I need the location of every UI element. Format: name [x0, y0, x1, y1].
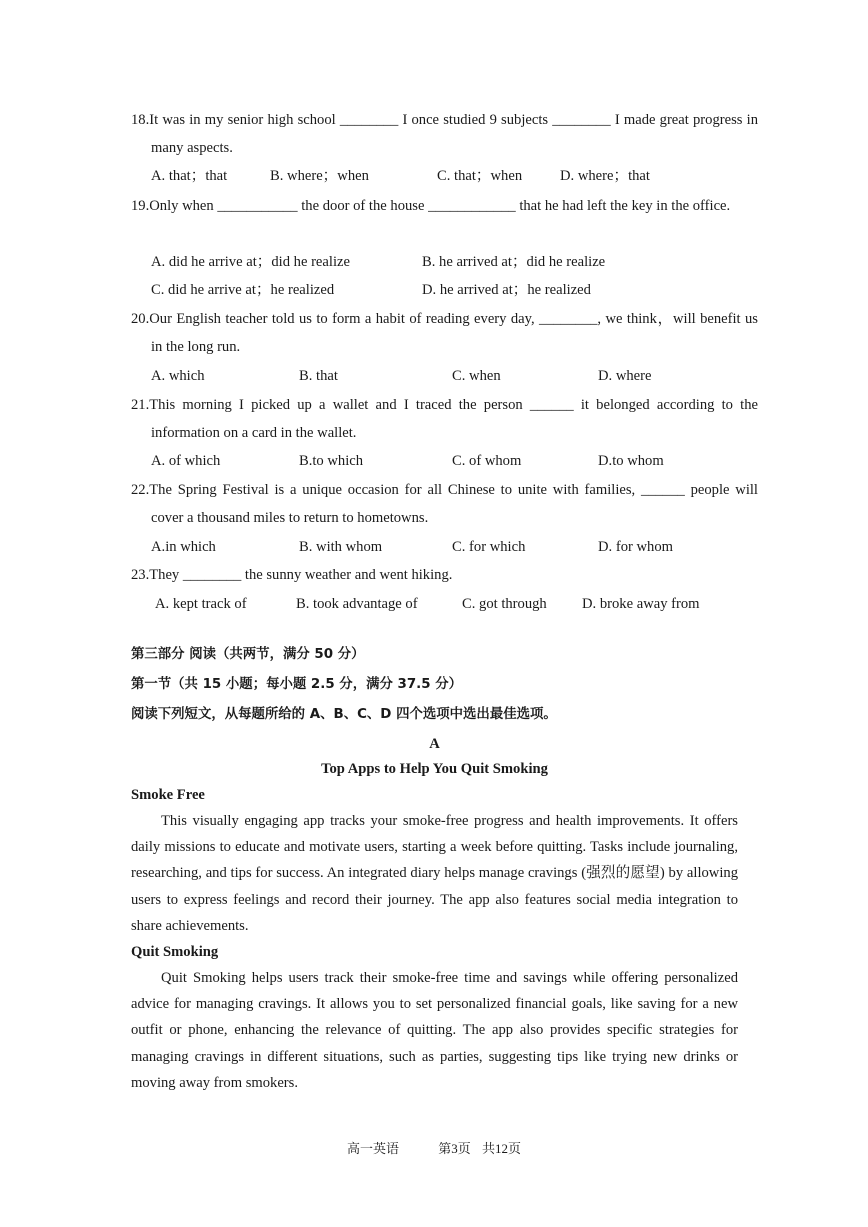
app-name-smoke-free: Smoke Free	[131, 787, 205, 803]
question-23-stem: 23.They ________ the sunny weather and went hiking.	[131, 567, 453, 583]
app-description-smoke-free: This visually engaging app tracks your smoke-free progress and health improvements. It offers daily missions to educate and motivate users, starting a week before quitting. Tasks include journaling, researching, and tips for success. An integrated diary helps manage cravings (强烈的愿望) by allowing users to express feelings and record their journey. The app also features social media integration to share achievements.	[131, 813, 738, 934]
option-b: B. took advantage of	[296, 596, 418, 612]
section-title: 第一节（共 15 小题；每小题 2.5 分，满分 37.5 分）	[131, 677, 463, 692]
option-d: D. where	[598, 368, 652, 384]
question-22-options	[151, 533, 741, 561]
question-19-stem: 19.Only when ___________ the door of the house ____________ that he had left the key in the office.	[131, 198, 731, 214]
option-a: A. which	[151, 368, 205, 384]
passage-title: Top Apps to Help You Quit Smoking	[321, 761, 548, 777]
option-a: A. that；that	[151, 168, 228, 184]
app-description-quit-smoking: Quit Smoking helps users track their smoke-free time and savings while offering personalized advice for managing cravings. It allows you to set personalized financial goals, like saving for a new outfit or phone, enhancing the relevance of quitting. The app also provides specific strategies for managing cravings in different situations, such as parties, suggesting tips like trying new drinks or moving away from smokers.	[131, 970, 738, 1091]
option-b: B. with whom	[299, 539, 383, 555]
page-footer	[0, 1138, 868, 1157]
option-d: D. where；that	[560, 168, 650, 184]
question-20-options	[151, 362, 741, 390]
option-a: A.in which	[151, 539, 216, 555]
footer-total-pages: 共12页	[482, 1141, 522, 1156]
option-a: A. kept track of	[155, 596, 247, 612]
question-18-options	[151, 162, 741, 190]
part-title: 第三部分 阅读（共两节，满分 50 分）	[131, 647, 365, 662]
option-d: D. he arrived at；he realized	[422, 282, 591, 298]
option-a: A. did he arrive at；did he realize	[151, 254, 350, 270]
app-name-quit-smoking: Quit Smoking	[131, 944, 219, 960]
question-19-options-row2	[151, 276, 741, 304]
option-d: D. broke away from	[582, 596, 700, 612]
question-20-stem: 20.Our English teacher told us to form a habit of reading every day, ________, we think，will benefit us in the long run.	[131, 311, 758, 355]
question-21-stem: 21.This morning I picked up a wallet and I traced the person ______ it belonged according to the information on a card in the wallet.	[131, 397, 758, 441]
option-c: C. for which	[452, 539, 526, 555]
passage-letter: A	[429, 736, 440, 752]
option-b: B.to which	[299, 453, 364, 469]
section-instruction: 阅读下列短文，从每题所给的 A、B、C、D 四个选项中选出最佳选项。	[131, 707, 557, 722]
question-23-options	[151, 590, 741, 618]
option-c: C. of whom	[452, 453, 522, 469]
option-c: C. that；when	[437, 168, 523, 184]
footer-page-number: 第3页	[438, 1141, 471, 1156]
question-19-options-row1	[151, 248, 741, 276]
option-b: B. that	[299, 368, 338, 384]
question-22-stem: 22.The Spring Festival is a unique occasion for all Chinese to unite with families, ______ people will cover a thousand miles to return to hometowns.	[131, 482, 758, 526]
option-b: B. he arrived at；did he realize	[422, 254, 606, 270]
option-c: C. got through	[462, 596, 547, 612]
option-b: B. where；when	[270, 168, 369, 184]
option-a: A. of which	[151, 453, 221, 469]
option-c: C. when	[452, 368, 501, 384]
option-d: D. for whom	[598, 539, 673, 555]
question-18-stem: 18.It was in my senior high school ________ I once studied 9 subjects ________ I made great progress in many aspects.	[131, 112, 758, 156]
question-21-options	[151, 447, 741, 475]
footer-subject: 高一英语	[346, 1141, 399, 1156]
option-d: D.to whom	[598, 453, 664, 469]
option-c: C. did he arrive at；he realized	[151, 282, 335, 298]
